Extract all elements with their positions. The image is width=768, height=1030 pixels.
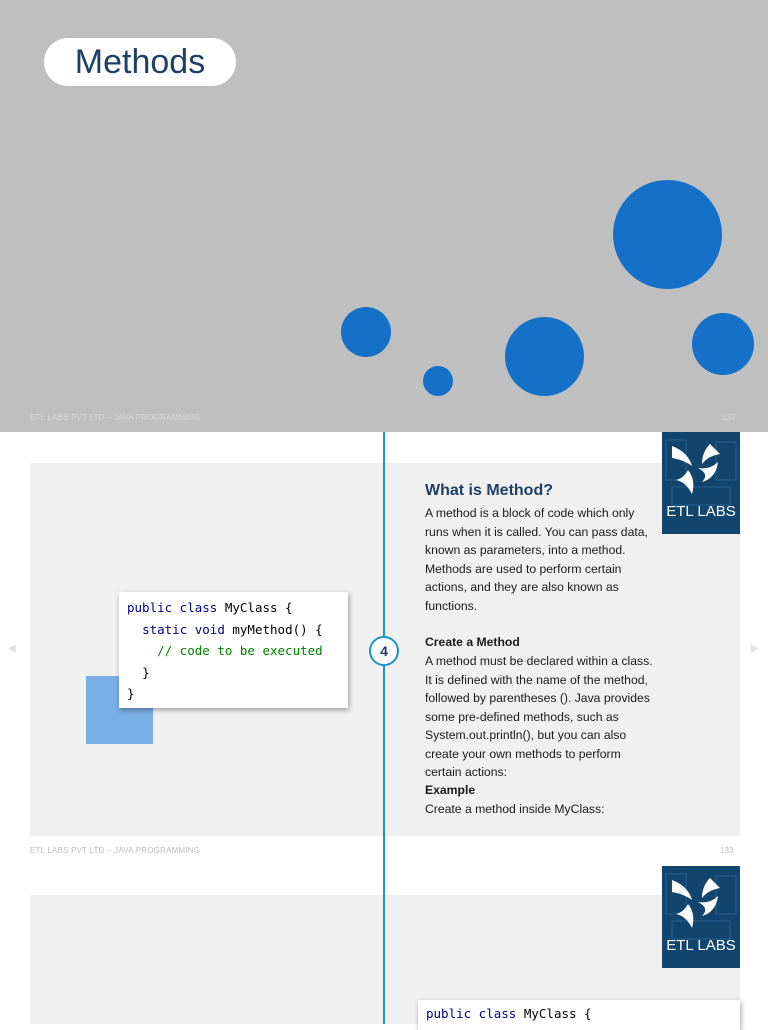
code-comment: // code to be executed (157, 643, 323, 658)
code-text: MyClass { (217, 600, 293, 615)
slide-footer: ETL LABS PVT LTD – JAVA PROGRAMMING (30, 846, 201, 855)
code-snippet-next (418, 1000, 740, 1030)
code-text: myMethod() { (224, 621, 323, 637)
code-text: MyClass { (516, 1006, 592, 1021)
page-number: 132 (722, 413, 736, 422)
section-heading: What is Method? (425, 482, 553, 499)
logo-text: ETL LABS (666, 937, 736, 954)
next-arrow-icon[interactable]: ▶ (751, 643, 759, 654)
code-snippet (119, 592, 348, 708)
create-method-heading: Create a Method (425, 635, 520, 649)
decorative-circle-left (341, 307, 391, 357)
code-keyword: static void (142, 621, 225, 637)
etl-labs-logo-next (662, 866, 740, 968)
create-method-description: A method must be declared within a class. It is defined with the name of the method, followed by parentheses (). Java provides some pre-defined methods, such as System.out.println(), but you can also create your own methods to perform certain actions: (425, 654, 653, 779)
timeline-line-next (383, 895, 385, 1024)
method-description: A method is a block of code which only runs when it is called. You can pass data, known as parameters, into a method. Methods are used to perform certain actions, and they are also known as functions. (425, 506, 648, 613)
left-content-panel-next (30, 895, 383, 1024)
code-text: } (127, 686, 135, 701)
etl-labs-logo (662, 432, 740, 534)
slide-title: Methods (44, 38, 236, 86)
slide-footer: ETL LABS PVT LTD – JAVA PROGRAMMING (30, 413, 201, 422)
decorative-circle-small (423, 366, 453, 396)
code-text: } (142, 664, 150, 680)
example-text: Create a method inside MyClass: (425, 802, 605, 816)
step-number-badge: 4 (369, 636, 399, 666)
example-heading: Example (425, 783, 476, 797)
prev-arrow-icon[interactable]: ◀ (8, 643, 16, 654)
logo-text: ETL LABS (666, 503, 736, 520)
decorative-circle-large (613, 180, 722, 289)
decorative-circle-middle (505, 317, 584, 396)
decorative-circle-right (692, 313, 754, 375)
page-number: 133 (720, 846, 734, 855)
code-keyword: public class (127, 600, 218, 615)
code-keyword: public class (426, 1006, 517, 1021)
slide-132 (0, 0, 768, 432)
